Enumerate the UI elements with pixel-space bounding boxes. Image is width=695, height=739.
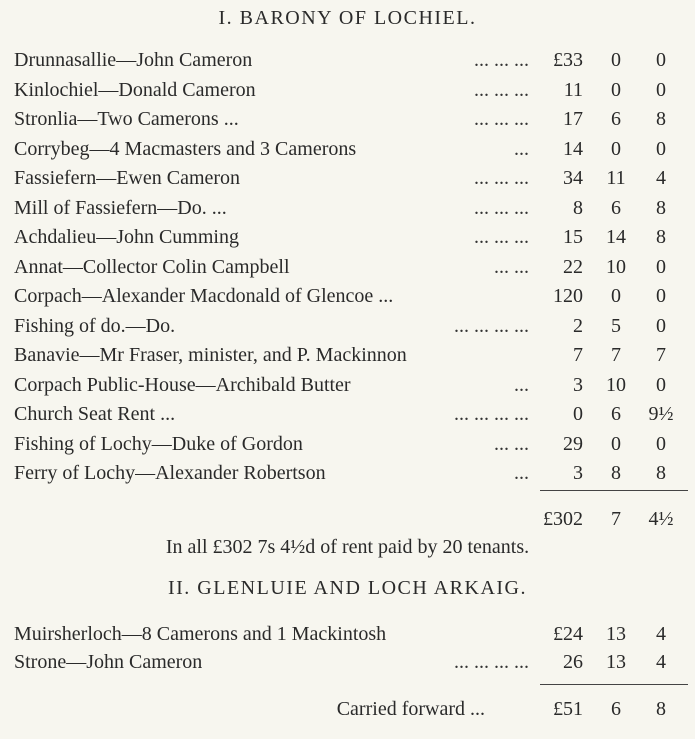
- tenant-name: Annat—Collector Colin Campbell: [14, 255, 290, 278]
- rent-pence: 4: [656, 651, 666, 673]
- rent-pounds: 3: [573, 462, 583, 484]
- total-row: [14, 506, 689, 532]
- rent-pounds: 7: [573, 344, 583, 366]
- tenant-name: Corpach Public-House—Archibald Butter: [14, 373, 351, 396]
- rent-row: [14, 621, 689, 647]
- leader-dots: ... ... ...: [474, 196, 529, 219]
- carried-forward-label: Carried forward ...: [336, 698, 485, 720]
- rent-pounds: 8: [573, 196, 583, 219]
- tenant-name: Fishing of Lochy—Duke of Gordon: [14, 432, 303, 455]
- leader-dots: ...: [514, 137, 529, 160]
- rent-shillings: 0: [611, 137, 621, 160]
- tenant-name: Muirsherloch—8 Camerons and 1 Mackintosh: [14, 623, 387, 645]
- rent-pence: 0: [656, 285, 666, 307]
- rent-row: [14, 313, 689, 339]
- rent-row: [14, 77, 689, 103]
- total-pounds: £302: [543, 508, 583, 530]
- tenant-name: Corrybeg—4 Macmasters and 3 Camerons: [14, 137, 357, 160]
- rent-row: [14, 165, 689, 191]
- rent-pence: 0: [656, 373, 666, 396]
- rent-shillings: 6: [611, 403, 621, 425]
- carried-pounds: £51: [553, 698, 583, 720]
- total-pence: 4½: [648, 508, 674, 530]
- rent-shillings: 7: [611, 344, 621, 366]
- section-heading-barony-of-lochiel: I. BARONY OF LOCHIEL.: [218, 7, 477, 29]
- leader-dots: ... ... ...: [474, 226, 529, 248]
- rent-pounds: 15: [563, 226, 583, 248]
- tenant-name: Achdalieu—John Cumming: [14, 226, 239, 248]
- leader-dots: ...: [514, 462, 529, 484]
- rent-pence: 8: [656, 196, 666, 219]
- tenant-name: Banavie—Mr Fraser, minister, and P. Mackinnon: [14, 344, 407, 366]
- tenant-name: Stronlia—Two Camerons ...: [14, 108, 239, 130]
- rent-pounds: 11: [563, 78, 583, 101]
- rent-row: [14, 283, 689, 309]
- rent-pence: 4: [656, 167, 666, 189]
- rent-pounds: 34: [563, 167, 583, 189]
- leader-dots: ... ... ...: [474, 108, 529, 130]
- rent-shillings: 0: [611, 78, 621, 101]
- rent-shillings: 10: [606, 255, 626, 278]
- rent-pounds: 22: [563, 255, 583, 278]
- rent-row: [14, 431, 689, 457]
- tenant-name: Corpach—Alexander Macdonald of Glencoe ...: [14, 285, 394, 307]
- rent-pence: 8: [656, 108, 666, 130]
- rent-pounds: 120: [553, 285, 583, 307]
- rent-pence: 0: [656, 314, 666, 337]
- rent-shillings: 14: [606, 226, 626, 248]
- tenant-name: Strone—John Cameron: [14, 651, 203, 673]
- tenant-name: Fishing of do.—Do.: [14, 314, 176, 337]
- rent-pounds: 3: [573, 373, 583, 396]
- leader-dots: ... ... ... ...: [454, 651, 529, 673]
- leader-dots: ... ...: [494, 255, 529, 278]
- leader-dots: ... ... ... ...: [454, 314, 529, 337]
- rent-shillings: 5: [611, 314, 621, 337]
- rent-shillings: 11: [606, 167, 626, 189]
- rent-shillings: 8: [611, 462, 621, 484]
- rent-shillings: 13: [606, 651, 626, 673]
- rent-pounds: 17: [563, 108, 583, 130]
- section-heading-glenluie-and-loch-arkaig: II. GLENLUIE AND LOCH ARKAIG.: [167, 577, 528, 599]
- rent-row: [14, 649, 689, 675]
- rent-row: [14, 136, 689, 162]
- tenant-name: Fassiefern—Ewen Cameron: [14, 167, 241, 189]
- leader-dots: ... ... ...: [474, 49, 529, 71]
- rent-shillings: 6: [611, 196, 621, 219]
- rent-shillings: 13: [606, 623, 626, 645]
- rent-row: [14, 342, 689, 368]
- carried-pence: 8: [656, 698, 666, 720]
- rent-row: [14, 224, 689, 250]
- leader-dots: ...: [514, 373, 529, 396]
- leader-dots: ... ... ... ...: [454, 403, 529, 425]
- leader-dots: ... ... ...: [474, 167, 529, 189]
- rent-shillings: 10: [606, 373, 626, 396]
- tenant-name: Church Seat Rent ...: [14, 403, 176, 425]
- rent-pounds: 29: [563, 432, 583, 455]
- rent-pence: 0: [656, 432, 666, 455]
- rent-row: [14, 106, 689, 132]
- carried-forward-row: [0, 696, 695, 722]
- leader-dots: ... ...: [494, 432, 529, 455]
- rent-pence: 4: [656, 623, 666, 645]
- leader-dots: ... ... ...: [474, 78, 529, 101]
- rent-row: [14, 372, 689, 398]
- rent-pounds: 26: [563, 651, 583, 673]
- rent-pence: 0: [656, 78, 666, 101]
- rent-row: [14, 254, 689, 280]
- rent-pounds: £33: [553, 49, 583, 71]
- carried-shillings: 6: [611, 698, 621, 720]
- tenant-name: Ferry of Lochy—Alexander Robertson: [14, 462, 326, 484]
- rent-pence: 0: [656, 137, 666, 160]
- rent-row: [14, 47, 689, 73]
- tenant-name: Kinlochiel—Donald Cameron: [14, 78, 256, 101]
- rent-pounds: 0: [573, 403, 583, 425]
- rent-pounds: £24: [553, 623, 583, 645]
- rent-row: [14, 401, 689, 427]
- rent-row: [14, 195, 689, 221]
- rent-pence: 8: [656, 462, 666, 484]
- total-shillings: 7: [611, 508, 621, 530]
- rent-pence: 9½: [648, 403, 674, 425]
- rent-shillings: 6: [611, 108, 621, 130]
- total-rule: [540, 490, 688, 491]
- rent-shillings: 0: [611, 432, 621, 455]
- rent-shillings: 0: [611, 285, 621, 307]
- carried-rule: [540, 684, 688, 685]
- tenant-name: Drunnasallie—John Cameron: [14, 49, 253, 71]
- rent-row: [14, 460, 689, 486]
- rent-shillings: 0: [611, 49, 621, 71]
- section1-summary: In all £302 7s 4½d of rent paid by 20 tenants.: [165, 536, 530, 558]
- rent-pence: 8: [656, 226, 666, 248]
- rent-pounds: 2: [573, 314, 583, 337]
- rent-pence: 0: [656, 49, 666, 71]
- rent-pence: 7: [656, 344, 666, 366]
- rent-pence: 0: [656, 255, 666, 278]
- rent-pounds: 14: [563, 137, 583, 160]
- tenant-name: Mill of Fassiefern—Do. ...: [14, 196, 227, 219]
